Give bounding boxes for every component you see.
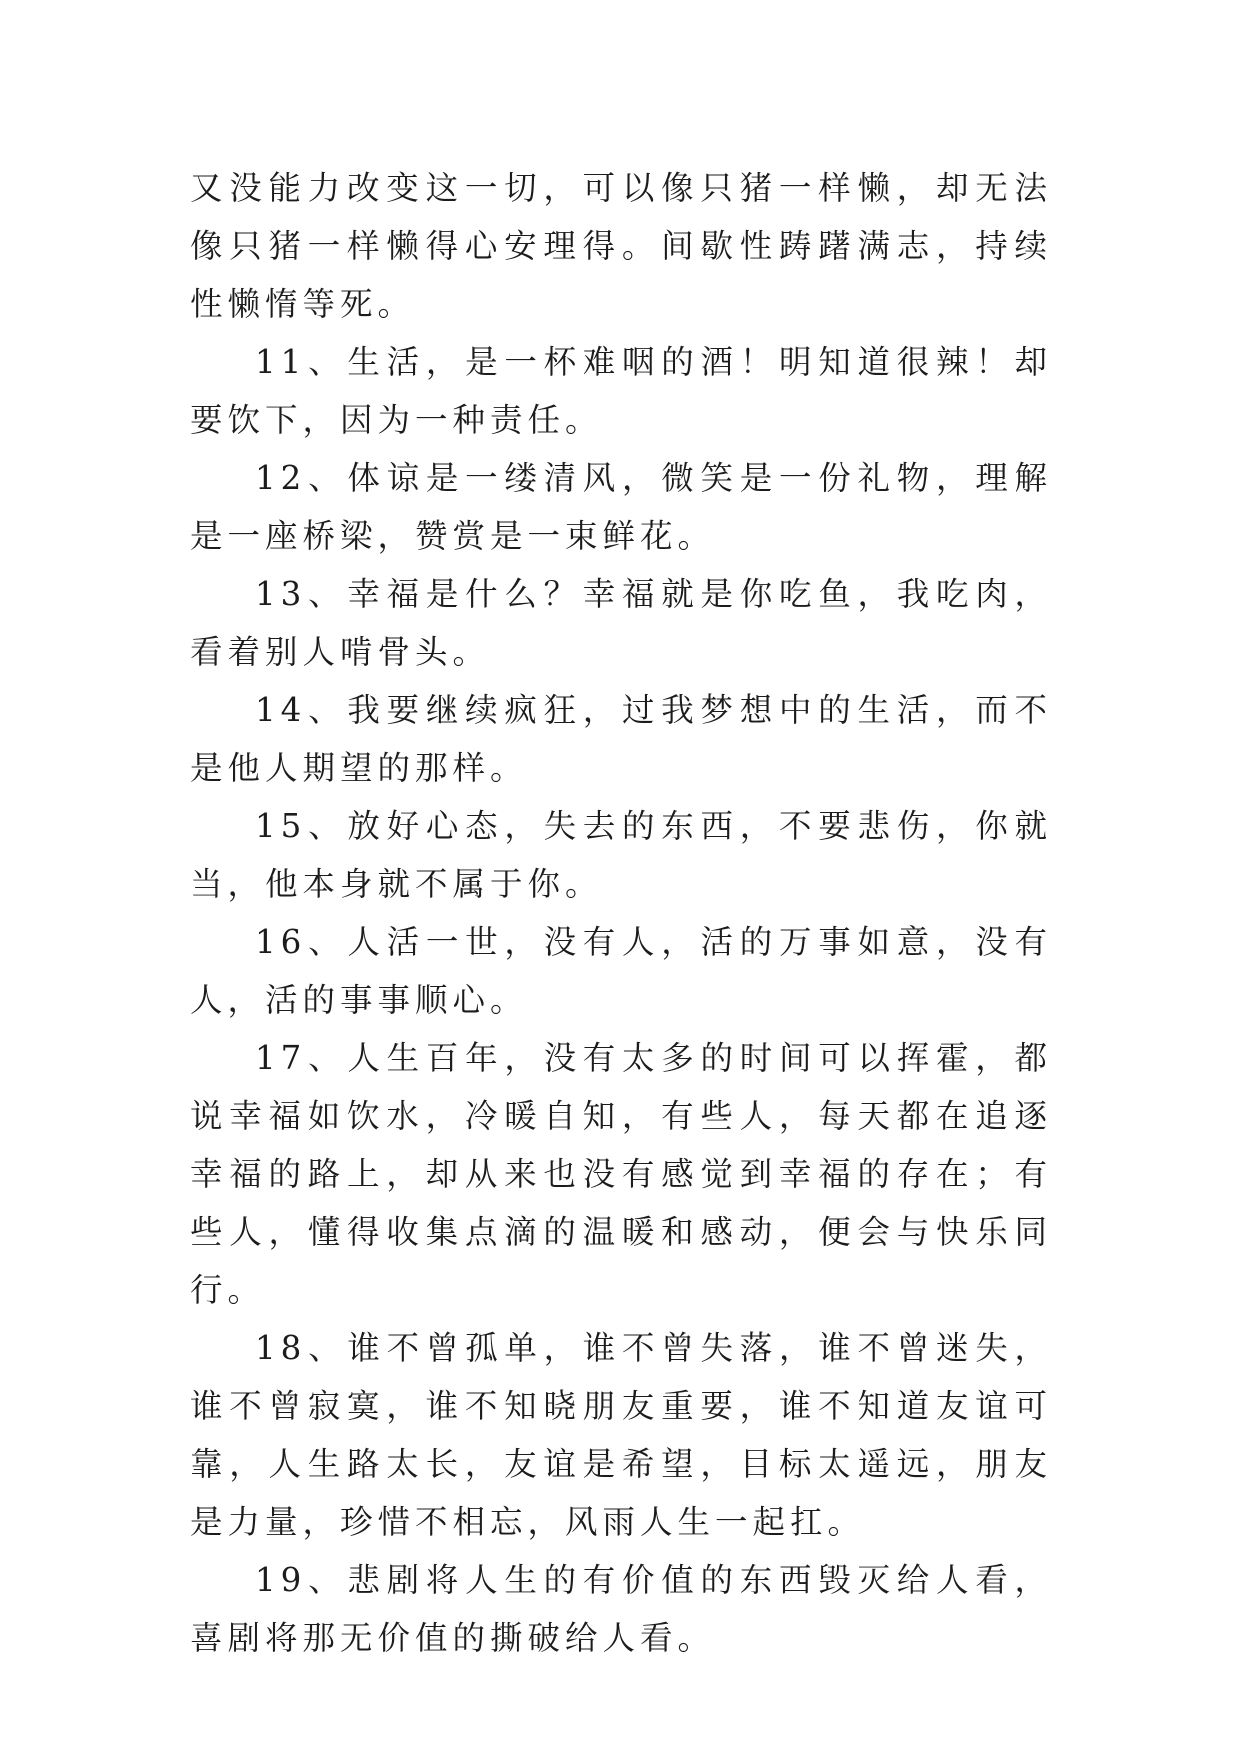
- paragraph-item-16: 16、人活一世，没有人，活的万事如意，没有人，活的事事顺心。: [190, 923, 1052, 1019]
- paragraph-item-15: 15、放好心态，失去的东西，不要悲伤，你就当，他本身就不属于你。: [190, 807, 1052, 903]
- paragraph-item-18: 18、谁不曾孤单，谁不曾失落，谁不曾迷失，谁不曾寂寞，谁不知晓朋友重要，谁不知道友谊可靠，人生路太长，友谊是希望，目标太遥远，朋友是力量，珍惜不相忘，风雨人生一起扛。: [190, 1329, 1052, 1541]
- paragraph-item-13: 13、幸福是什么？幸福就是你吃鱼，我吃肉，看着别人啃骨头。: [190, 575, 1052, 671]
- paragraph-continuation: 又没能力改变这一切，可以像只猪一样懒，却无法像只猪一样懒得心安理得。间歇性踌躇满志，持续性懒惰等死。: [190, 169, 1052, 323]
- paragraph-item-14: 14、我要继续疯狂，过我梦想中的生活，而不是他人期望的那样。: [190, 691, 1052, 787]
- paragraph-item-11: 11、生活，是一杯难咽的酒！明知道很辣！却要饮下，因为一种责任。: [190, 343, 1052, 439]
- paragraph-item-17: 17、人生百年，没有太多的时间可以挥霍，都说幸福如饮水，冷暖自知，有些人，每天都在追逐幸福的路上，却从来也没有感觉到幸福的存在；有些人，懂得收集点滴的温暖和感动，便会与快乐同行。: [190, 1039, 1052, 1309]
- paragraph-item-12: 12、体谅是一缕清风，微笑是一份礼物，理解是一座桥梁，赞赏是一束鲜花。: [190, 459, 1052, 555]
- document-body: [190, 159, 1052, 1667]
- paragraph-item-19: 19、悲剧将人生的有价值的东西毁灭给人看，喜剧将那无价值的撕破给人看。: [190, 1561, 1052, 1657]
